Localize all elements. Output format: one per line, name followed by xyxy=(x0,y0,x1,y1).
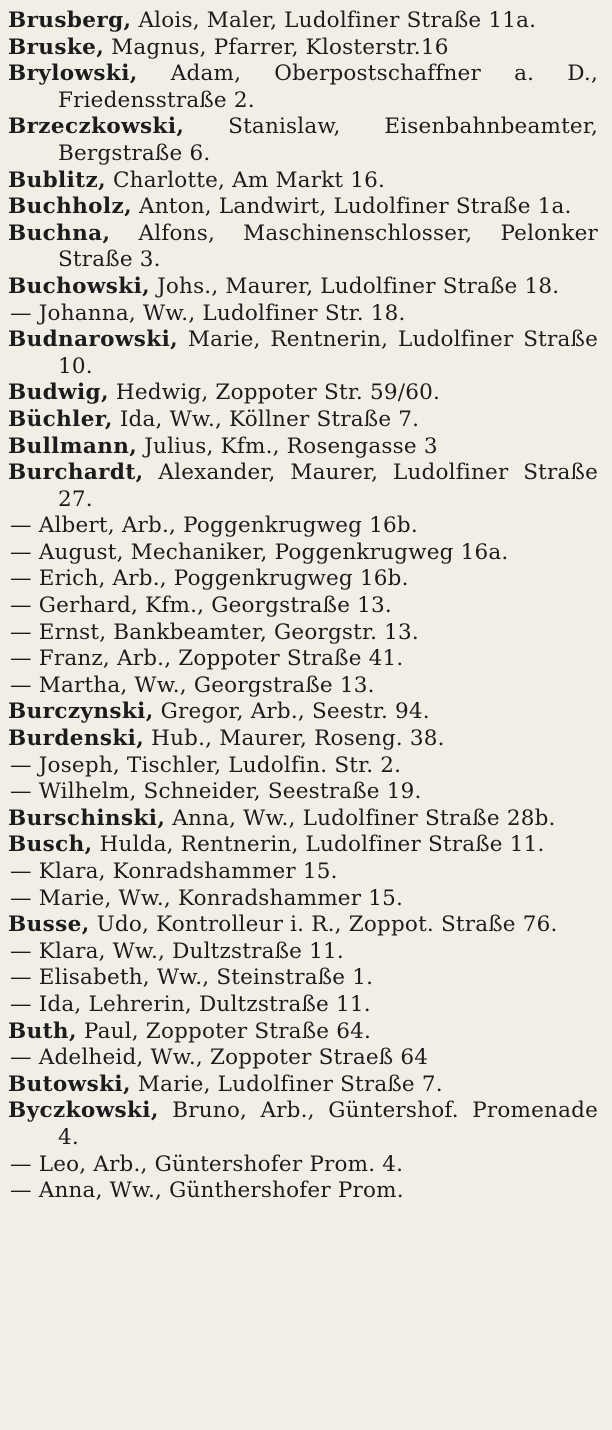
ditto-dash: — xyxy=(10,539,32,565)
entry-details: Erich, Arb., Poggenkrugweg 16b. xyxy=(31,566,409,592)
entry-details: Klara, Konradshammer 15. xyxy=(31,859,338,884)
entry-details: Adelheid, Ww., Zoppoter Straeß 64 xyxy=(31,1045,429,1071)
directory-entry xyxy=(8,965,598,992)
entry-details: Anna, Ww., Günthershofer Prom. xyxy=(31,1178,404,1204)
directory-entry xyxy=(8,1152,598,1179)
entry-details: Wilhelm, Schneider, Seestraße 19. xyxy=(31,779,422,805)
entry-surname: Busse, xyxy=(8,912,90,938)
entry-surname: Burdenski, xyxy=(8,726,145,752)
ditto-dash: — xyxy=(10,938,32,964)
directory-entry xyxy=(8,513,598,540)
directory-entry xyxy=(8,274,598,301)
entry-details: Martha, Ww., Georgstraße 13. xyxy=(31,672,375,698)
entry-surname: Busch, xyxy=(8,832,93,858)
entry-details: Magnus, Pfarrer, Klosterstr.16 xyxy=(104,34,449,60)
directory-entry xyxy=(8,779,598,806)
directory-entry xyxy=(8,886,598,913)
ditto-dash: — xyxy=(10,779,32,805)
entry-details: Alois, Maler, Ludolfiner Straße 11a. xyxy=(131,8,537,33)
entry-details: Anna, Ww., Ludolfiner Straße 28b. xyxy=(165,805,556,831)
directory-entry xyxy=(8,939,598,966)
ditto-dash: — xyxy=(10,859,32,884)
directory-entry xyxy=(8,673,598,700)
directory-entry xyxy=(8,646,598,673)
directory-entry xyxy=(8,1072,598,1099)
directory-entry xyxy=(8,540,598,567)
entry-details: Hulda, Rentnerin, Ludolfiner Straße 11. xyxy=(92,832,545,858)
entry-surname: Bullmann, xyxy=(8,433,138,459)
entry-surname: Burchardt, xyxy=(8,460,144,486)
entry-surname: Brylowski, xyxy=(8,61,138,87)
directory-entry xyxy=(8,1178,598,1205)
entry-details: Julius, Kfm., Rosengasse 3 xyxy=(137,433,438,459)
ditto-dash: — xyxy=(10,300,32,326)
ditto-dash: — xyxy=(10,672,32,698)
entry-details: Johanna, Ww., Ludolfiner Str. 18. xyxy=(31,300,406,326)
ditto-dash: — xyxy=(10,885,32,911)
entry-surname: Budwig, xyxy=(8,380,109,406)
entry-details: Johs., Maurer, Ludolfiner Straße 18. xyxy=(150,273,560,299)
entry-surname: Burczynski, xyxy=(8,699,154,725)
entry-surname: Bublitz, xyxy=(8,167,106,193)
entry-details: Hedwig, Zoppoter Str. 59/60. xyxy=(108,380,440,406)
directory-entry xyxy=(8,753,598,780)
directory-entry xyxy=(8,566,598,593)
directory-entry xyxy=(8,912,598,939)
entry-surname: Bruske, xyxy=(8,34,105,60)
entry-surname: Byczkowski, xyxy=(8,1098,159,1124)
ditto-dash: — xyxy=(10,752,32,778)
directory-entry xyxy=(8,859,598,886)
directory-entry xyxy=(8,699,598,726)
entry-surname: Brzeczkowski, xyxy=(8,114,185,140)
directory-entry xyxy=(8,1098,598,1151)
entry-surname: Brusberg, xyxy=(8,8,132,33)
entry-details: Alexander, Maurer, Ludolfiner Straße 27. xyxy=(58,460,598,512)
entry-details: Anton, Landwirt, Ludolfiner Straße 1a. xyxy=(131,194,572,220)
directory-entry xyxy=(8,434,598,461)
directory-entry xyxy=(8,726,598,753)
entry-details: Marie, Rentnerin, Ludolfiner Straße 10. xyxy=(58,327,598,379)
ditto-dash: — xyxy=(10,646,32,672)
ditto-dash: — xyxy=(10,566,32,592)
ditto-dash: — xyxy=(10,1045,32,1071)
entry-details: Marie, Ww., Konradshammer 15. xyxy=(31,885,404,911)
directory-entry xyxy=(8,114,598,167)
entry-details: Marie, Ludolfiner Straße 7. xyxy=(130,1071,443,1097)
entry-details: Paul, Zoppoter Straße 64. xyxy=(76,1018,372,1044)
directory-entry xyxy=(8,168,598,195)
entry-surname: Butowski, xyxy=(8,1071,131,1097)
directory-entry xyxy=(8,221,598,274)
directory-entry xyxy=(8,61,598,114)
entry-surname: Burschinski, xyxy=(8,805,166,831)
entry-surname: Budnarowski, xyxy=(8,327,179,353)
entry-surname: Büchler, xyxy=(8,406,113,432)
directory-entry xyxy=(8,992,598,1019)
entry-details: Albert, Arb., Poggenkrugweg 16b. xyxy=(31,513,418,539)
directory-entry xyxy=(8,380,598,407)
directory-entry xyxy=(8,35,598,62)
directory-entry xyxy=(8,327,598,380)
ditto-dash: — xyxy=(10,991,32,1017)
directory-entry xyxy=(8,460,598,513)
entry-details: Franz, Arb., Zoppoter Straße 41. xyxy=(31,646,404,672)
entry-details: Stanislaw, Eisenbahnbeamter, Bergstraße 6. xyxy=(58,114,598,166)
directory-entry xyxy=(8,8,598,35)
directory-entry xyxy=(8,301,598,328)
directory-entry xyxy=(8,620,598,647)
entry-details: Charlotte, Am Markt 16. xyxy=(106,167,386,193)
directory-entry xyxy=(8,593,598,620)
ditto-dash: — xyxy=(10,965,32,991)
entry-details: Udo, Kontrolleur i. R., Zoppot. Straße 76. xyxy=(89,912,558,938)
ditto-dash: — xyxy=(10,619,32,645)
directory-entry xyxy=(8,1045,598,1072)
entry-details: Gerhard, Kfm., Georgstraße 13. xyxy=(31,593,392,619)
entry-details: Ida, Ww., Köllner Straße 7. xyxy=(112,406,420,432)
directory-entry xyxy=(8,194,598,221)
directory-entry xyxy=(8,832,598,859)
ditto-dash: — xyxy=(10,1151,32,1177)
entry-surname: Buchowski, xyxy=(8,273,151,299)
entry-details: Elisabeth, Ww., Steinstraße 1. xyxy=(31,965,374,991)
entry-details: Klara, Ww., Dultzstraße 11. xyxy=(31,938,344,964)
entry-details: Hub., Maurer, Roseng. 38. xyxy=(144,726,445,752)
entry-details: Bruno, Arb., Güntershof. Promenade 4. xyxy=(58,1098,598,1150)
entry-details: Joseph, Tischler, Ludolfin. Str. 2. xyxy=(31,752,402,778)
entry-surname: Buth, xyxy=(8,1018,77,1044)
ditto-dash: — xyxy=(10,1178,32,1204)
entry-details: August, Mechaniker, Poggenkrugweg 16a. xyxy=(31,539,509,565)
ditto-dash: — xyxy=(10,593,32,619)
ditto-dash: — xyxy=(10,513,32,539)
entry-details: Leo, Arb., Güntershofer Prom. 4. xyxy=(31,1151,404,1177)
directory-entry xyxy=(8,407,598,434)
entry-details: Alfons, Maschinenschlosser, Pelonker Straße 3. xyxy=(58,220,598,273)
entry-details: Ida, Lehrerin, Dultzstraße 11. xyxy=(31,991,371,1017)
entry-details: Gregor, Arb., Seestr. 94. xyxy=(153,699,430,725)
entry-details: Adam, Oberpostschaffner a. D., Friedensstraße 2. xyxy=(58,61,598,113)
entry-surname: Buchholz, xyxy=(8,194,132,220)
entry-surname: Buchna, xyxy=(8,220,111,246)
entry-details: Ernst, Bankbeamter, Georgstr. 13. xyxy=(31,619,419,645)
directory-entry xyxy=(8,1019,598,1046)
directory-entry xyxy=(8,806,598,833)
